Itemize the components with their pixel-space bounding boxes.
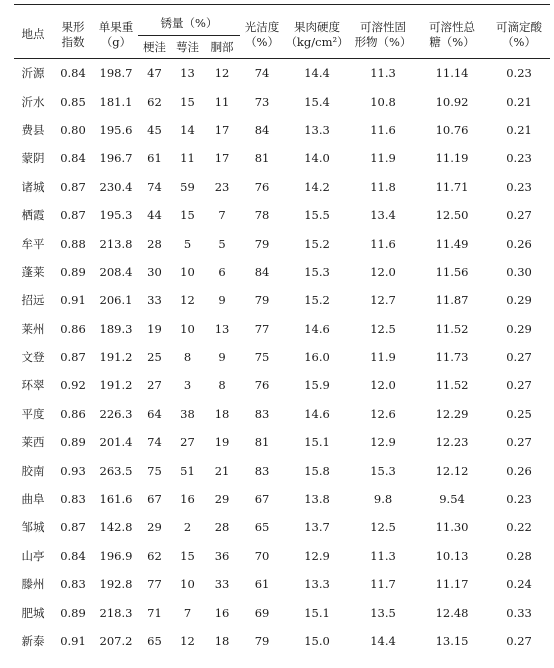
table-row [14,371,550,399]
cell-calyx: 10 [180,264,195,279]
cell-sugar: 11.17 [435,577,469,592]
cell-shape: 0.92 [60,378,86,393]
cell-sugar: 10.92 [435,94,469,109]
cell-sugar: 11.19 [435,151,469,166]
cell-firm: 15.9 [304,378,330,393]
cell-shape: 0.89 [60,435,86,450]
cell-weight: 196.7 [99,151,133,166]
cell-shape: 0.86 [60,406,86,421]
cell-acid: 0.26 [506,463,532,478]
cell-site: 诸城 [21,179,45,194]
cell-gloss: 83 [254,463,270,478]
cell-site: 牟平 [21,236,45,251]
cell-site: 莱州 [21,321,45,336]
table-row [14,201,550,229]
cell-ssc: 12.5 [370,321,396,336]
cell-calyx: 7 [183,605,192,620]
cell-firm: 14.0 [304,151,330,166]
cell-sugar: 12.23 [435,435,469,450]
cell-site: 平度 [21,406,45,421]
cell-gloss: 61 [254,577,270,592]
cell-sugar: 11.52 [435,378,469,393]
cell-weight: 263.5 [99,463,133,478]
cell-firm: 13.3 [304,577,330,592]
header-fruit-weight: 单果重 （g） [94,5,138,59]
cell-ssc: 14.4 [370,634,396,648]
cell-weight: 191.2 [99,350,133,365]
cell-shoulder: 21 [214,463,230,478]
cell-shape: 0.84 [60,151,86,166]
table-row [14,456,550,484]
cell-gloss: 84 [254,264,270,279]
cell-site: 新泰 [21,634,45,648]
cell-firm: 14.4 [304,66,330,81]
cell-shoulder: 5 [218,236,226,251]
table-row [14,59,550,88]
cell-weight: 207.2 [99,634,133,648]
cell-ssc: 11.7 [370,577,396,592]
cell-shape: 0.87 [60,350,86,365]
table-row [14,229,550,257]
cell-site: 沂水 [21,94,45,109]
cell-weight: 181.1 [99,94,133,109]
cell-weight: 226.3 [99,406,133,421]
header-soluble-solids: 可溶性固 形物（%） [350,5,416,59]
table-row [14,513,550,541]
cell-site: 肥城 [21,605,45,620]
cell-weight: 218.3 [99,605,133,620]
header-titratable-acid: 可滴定酸 （%） [488,5,550,59]
cell-stem: 62 [147,548,162,563]
cell-weight: 206.1 [99,293,133,308]
cell-shape: 0.83 [60,492,86,507]
cell-acid: 0.23 [506,492,532,507]
cell-shoulder: 29 [214,492,230,507]
table-row [14,144,550,172]
cell-weight: 201.4 [99,435,133,450]
cell-gloss: 70 [254,548,270,563]
cell-stem: 64 [147,406,162,421]
apple-quality-table [14,4,550,655]
cell-shape: 0.89 [60,605,86,620]
cell-acid: 0.21 [506,122,532,137]
cell-weight: 195.3 [99,208,133,223]
cell-shoulder: 9 [218,350,226,365]
cell-weight: 198.7 [99,66,133,81]
cell-weight: 161.6 [99,492,133,507]
header-rust-group: 锈量（%） [138,5,240,36]
cell-calyx: 16 [180,492,195,507]
cell-ssc: 12.0 [370,378,396,393]
cell-shape: 0.86 [60,321,86,336]
cell-gloss: 76 [254,179,270,194]
cell-stem: 45 [147,122,162,137]
header-rust-shoulder: 胴部 [204,36,240,59]
cell-calyx: 51 [180,463,195,478]
cell-shoulder: 23 [214,179,230,194]
cell-stem: 77 [147,577,162,592]
cell-firm: 15.0 [304,634,330,648]
cell-acid: 0.28 [506,548,532,563]
cell-calyx: 5 [183,236,192,251]
cell-calyx: 14 [180,122,195,137]
cell-sugar: 11.56 [435,264,469,279]
cell-gloss: 81 [254,151,270,166]
cell-ssc: 15.3 [370,463,396,478]
cell-calyx: 15 [180,94,195,109]
cell-sugar: 11.14 [435,66,469,81]
table-row [14,173,550,201]
cell-stem: 25 [147,350,162,365]
table-row [14,627,550,655]
table-row [14,428,550,456]
cell-shoulder: 13 [214,321,230,336]
cell-gloss: 75 [254,350,270,365]
cell-calyx: 10 [180,577,195,592]
cell-ssc: 12.6 [370,406,396,421]
cell-site: 费县 [21,122,45,137]
header-firmness: 果肉硬度 （kg/cm²） [284,5,350,59]
cell-weight: 213.8 [99,236,133,251]
cell-calyx: 10 [180,321,195,336]
cell-shape: 0.84 [60,548,86,563]
cell-shoulder: 33 [214,577,230,592]
cell-firm: 15.1 [304,605,330,620]
cell-calyx: 38 [180,406,195,421]
cell-gloss: 73 [254,94,270,109]
cell-sugar: 12.48 [435,605,469,620]
cell-gloss: 84 [254,122,270,137]
cell-sugar: 11.87 [435,293,469,308]
cell-site: 沂源 [21,66,45,81]
cell-calyx: 15 [180,548,195,563]
cell-stem: 27 [147,378,162,393]
cell-firm: 14.6 [304,321,330,336]
cell-firm: 13.3 [304,122,330,137]
cell-shoulder: 17 [214,122,230,137]
cell-shoulder: 36 [214,548,230,563]
header-fruit-shape: 果形 指数 [52,5,94,59]
header-soluble-sugar: 可溶性总 糖（%） [416,5,488,59]
cell-sugar: 12.12 [435,463,469,478]
cell-stem: 47 [147,66,162,81]
cell-shape: 0.91 [60,293,86,308]
cell-ssc: 9.8 [373,492,393,507]
cell-stem: 67 [147,492,162,507]
cell-stem: 62 [147,94,162,109]
cell-ssc: 13.4 [370,208,396,223]
table-row [14,286,550,314]
table-row [14,542,550,570]
cell-sugar: 11.52 [435,321,469,336]
table-row [14,258,550,286]
cell-acid: 0.22 [506,520,532,535]
cell-sugar: 11.30 [435,520,469,535]
cell-site: 山亭 [21,548,45,563]
cell-shoulder: 6 [218,264,226,279]
cell-stem: 33 [147,293,162,308]
cell-ssc: 11.8 [370,179,396,194]
cell-acid: 0.27 [506,208,532,223]
cell-shoulder: 16 [214,605,230,620]
cell-acid: 0.21 [506,94,532,109]
cell-firm: 15.2 [304,293,330,308]
cell-stem: 29 [147,520,162,535]
cell-sugar: 10.76 [435,122,469,137]
cell-shape: 0.87 [60,208,86,223]
cell-shape: 0.88 [60,236,86,251]
cell-site: 蓬莱 [21,264,45,279]
table-row [14,598,550,626]
cell-acid: 0.25 [506,406,532,421]
cell-site: 招远 [21,293,45,308]
cell-site: 胶南 [21,463,45,478]
header-gloss: 光洁度 （%） [240,5,284,59]
cell-ssc: 13.5 [370,605,396,620]
table-header [14,5,550,59]
cell-gloss: 81 [254,435,270,450]
cell-calyx: 13 [180,66,195,81]
cell-firm: 14.6 [304,406,330,421]
cell-site: 邹城 [21,520,45,535]
cell-sugar: 10.13 [435,548,469,563]
cell-calyx: 27 [180,435,195,450]
cell-site: 蒙阴 [21,151,45,166]
table-row [14,400,550,428]
cell-shape: 0.83 [60,577,86,592]
table-row [14,315,550,343]
cell-gloss: 65 [254,520,270,535]
cell-shoulder: 9 [218,293,226,308]
cell-stem: 28 [147,236,162,251]
cell-ssc: 12.0 [370,264,396,279]
cell-ssc: 11.6 [370,122,396,137]
cell-firm: 15.1 [304,435,330,450]
cell-stem: 74 [147,179,162,194]
cell-calyx: 11 [180,151,195,166]
table-row [14,116,550,144]
cell-sugar: 11.49 [435,236,469,251]
cell-site: 环翠 [21,378,45,393]
cell-stem: 19 [147,321,162,336]
cell-calyx: 3 [183,378,192,393]
cell-acid: 0.29 [506,321,532,336]
cell-site: 滕州 [21,577,45,592]
cell-gloss: 74 [254,66,270,81]
cell-acid: 0.23 [506,151,532,166]
cell-shoulder: 28 [214,520,230,535]
cell-ssc: 11.9 [370,151,396,166]
cell-sugar: 12.29 [435,406,469,421]
cell-shape: 0.87 [60,520,86,535]
cell-firm: 16.0 [304,350,330,365]
cell-shoulder: 12 [214,66,230,81]
cell-shape: 0.89 [60,264,86,279]
cell-gloss: 76 [254,378,270,393]
cell-weight: 196.9 [99,548,133,563]
cell-weight: 191.2 [99,378,133,393]
cell-firm: 15.5 [304,208,330,223]
cell-shoulder: 8 [218,378,226,393]
table-body [14,59,550,656]
cell-site: 栖霞 [21,208,45,223]
cell-calyx: 8 [183,350,192,365]
cell-weight: 189.3 [99,321,133,336]
cell-firm: 13.8 [304,492,330,507]
cell-firm: 15.3 [304,264,330,279]
cell-shape: 0.93 [60,463,86,478]
cell-stem: 30 [147,264,162,279]
cell-firm: 12.9 [304,548,330,563]
cell-ssc: 12.7 [370,293,396,308]
cell-shoulder: 11 [214,94,230,109]
cell-stem: 44 [147,208,162,223]
cell-sugar: 11.71 [435,179,469,194]
cell-ssc: 11.3 [370,548,396,563]
cell-acid: 0.27 [506,378,532,393]
cell-sugar: 11.73 [435,350,469,365]
cell-acid: 0.26 [506,236,532,251]
table-row [14,343,550,371]
cell-calyx: 59 [180,179,195,194]
cell-shape: 0.85 [60,94,86,109]
cell-ssc: 12.9 [370,435,396,450]
cell-site: 莱西 [21,435,45,450]
cell-gloss: 77 [254,321,270,336]
cell-shape: 0.84 [60,66,86,81]
cell-acid: 0.24 [506,577,532,592]
cell-calyx: 12 [180,293,195,308]
cell-gloss: 79 [254,236,270,251]
cell-sugar: 9.54 [439,492,465,507]
cell-ssc: 11.6 [370,236,396,251]
cell-calyx: 2 [183,520,192,535]
cell-shoulder: 18 [214,406,230,421]
cell-ssc: 12.5 [370,520,396,535]
cell-weight: 230.4 [99,179,133,194]
cell-ssc: 11.9 [370,350,396,365]
cell-acid: 0.27 [506,634,532,648]
cell-gloss: 83 [254,406,270,421]
cell-acid: 0.27 [506,350,532,365]
cell-gloss: 67 [254,492,270,507]
cell-weight: 195.6 [99,122,133,137]
cell-gloss: 69 [254,605,270,620]
table-row [14,570,550,598]
cell-firm: 15.8 [304,463,330,478]
cell-shoulder: 7 [218,208,226,223]
cell-acid: 0.30 [506,264,532,279]
header-rust-stem: 梗洼 [138,36,171,59]
table-row [14,87,550,115]
cell-sugar: 12.50 [435,208,469,223]
cell-weight: 192.8 [99,577,133,592]
cell-weight: 142.8 [99,520,133,535]
header-rust-calyx: 萼洼 [171,36,204,59]
cell-gloss: 79 [254,293,270,308]
header-site: 地点 [14,5,52,59]
cell-gloss: 78 [254,208,270,223]
cell-acid: 0.23 [506,179,532,194]
cell-stem: 71 [147,605,162,620]
cell-acid: 0.29 [506,293,532,308]
cell-firm: 14.2 [304,179,330,194]
cell-acid: 0.23 [506,66,532,81]
cell-firm: 15.2 [304,236,330,251]
cell-ssc: 11.3 [370,66,396,81]
cell-gloss: 79 [254,634,270,648]
cell-shoulder: 18 [214,634,230,648]
cell-firm: 13.7 [304,520,330,535]
cell-stem: 61 [147,151,162,166]
cell-shoulder: 19 [214,435,230,450]
cell-site: 曲阜 [21,492,45,507]
cell-shoulder: 17 [214,151,230,166]
cell-shape: 0.80 [60,122,86,137]
cell-calyx: 12 [180,634,195,648]
cell-stem: 75 [147,463,162,478]
cell-site: 文登 [21,350,45,365]
cell-shape: 0.87 [60,179,86,194]
cell-stem: 74 [147,435,162,450]
cell-stem: 65 [147,634,162,648]
cell-acid: 0.27 [506,435,532,450]
cell-shape: 0.91 [60,634,86,648]
table-row [14,485,550,513]
cell-calyx: 15 [180,208,195,223]
cell-firm: 15.4 [304,94,330,109]
cell-sugar: 13.15 [435,634,469,648]
cell-acid: 0.33 [506,605,532,620]
cell-ssc: 10.8 [370,94,396,109]
cell-weight: 208.4 [99,264,133,279]
